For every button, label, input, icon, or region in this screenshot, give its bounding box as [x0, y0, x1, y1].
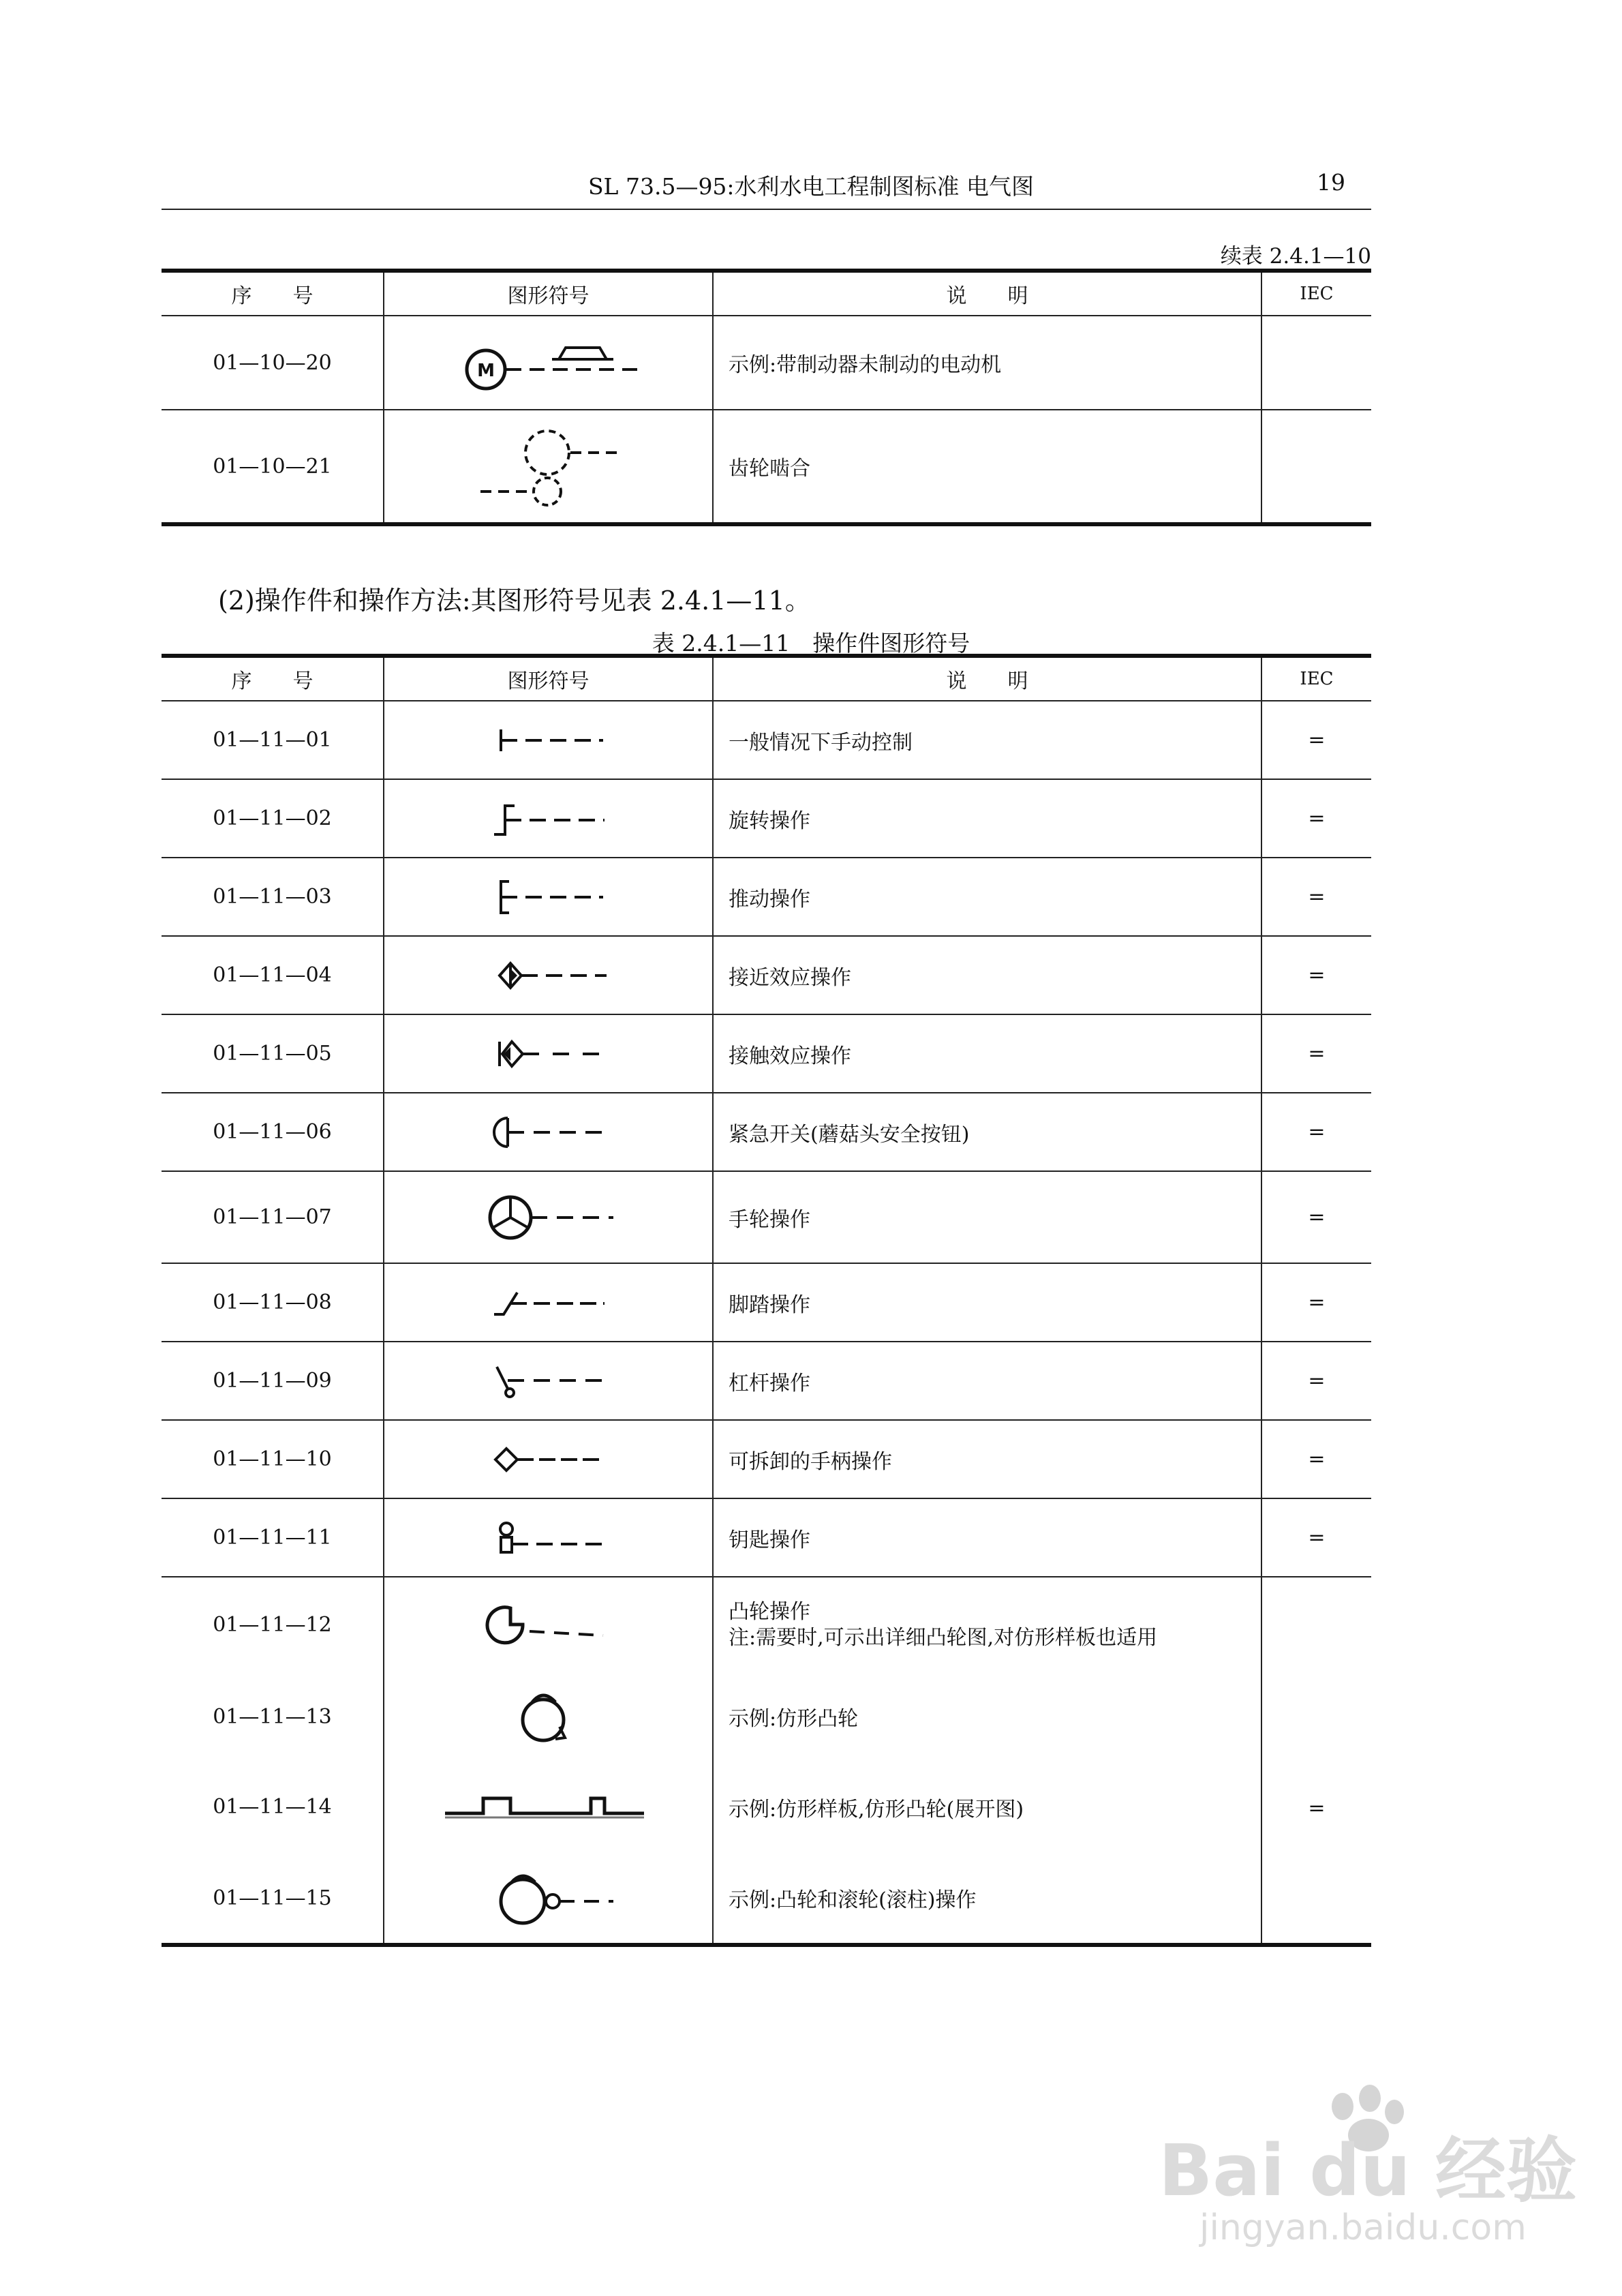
row-description: 手轮操作 [713, 1171, 1261, 1263]
row-code: 01—11—04 [162, 936, 384, 1014]
watermark-logo-text: Bai du 经验 [1159, 2129, 1577, 2212]
row-description: 杠杆操作 [713, 1342, 1261, 1420]
row-code: 01—10—20 [162, 316, 384, 410]
row-iec: = [1261, 1093, 1371, 1171]
table-row [162, 701, 1371, 779]
row-description: 接近效应操作 [713, 936, 1261, 1014]
table-continuation-label: 续表 2.4.1—10 [1220, 244, 1371, 269]
row-description: 一般情况下手动控制 [713, 701, 1261, 779]
row-code: 01—11—02 [162, 779, 384, 858]
emergency-mushroom-icon [384, 1093, 713, 1171]
row-iec: = [1261, 858, 1371, 936]
rotary-operation-icon [384, 779, 713, 858]
row-description: 紧急开关(蘑菇头安全按钮) [713, 1093, 1261, 1171]
column-header-code: 序 号 [162, 656, 384, 701]
table-row [162, 1420, 1371, 1498]
row-description: 旋转操作 [713, 779, 1261, 858]
table-row [162, 410, 1371, 524]
motor-with-brake-icon [384, 316, 713, 410]
row-code: 01—10—21 [162, 410, 384, 524]
column-header-symbol: 图形符号 [384, 271, 713, 316]
row-code: 01—11—01 [162, 701, 384, 779]
row-code: 01—11—15 [162, 1853, 384, 1945]
row-description: 示例:仿形样板,仿形凸轮(展开图) [713, 1761, 1261, 1853]
column-header-description: 说 明 [713, 271, 1261, 316]
pedal-icon [384, 1263, 713, 1342]
row-description: 示例:带制动器未制动的电动机 [713, 316, 1261, 410]
cam-note: 注:需要时,可示出详细凸轮图,对仿形样板也适用 [729, 1625, 1158, 1650]
symbol-table-continued [162, 269, 1371, 526]
table-row [162, 1853, 1371, 1945]
table-row [162, 1577, 1371, 1672]
row-code: 01—11—06 [162, 1093, 384, 1171]
gear-mesh-icon [384, 410, 713, 524]
table-row [162, 1761, 1371, 1853]
profile-template-icon [384, 1761, 713, 1853]
manual-control-icon [384, 701, 713, 779]
handwheel-icon [384, 1171, 713, 1263]
table-row [162, 1171, 1371, 1263]
table-header-row [162, 656, 1371, 701]
cam-operation-icon [384, 1577, 713, 1672]
row-description: 齿轮啮合 [713, 410, 1261, 524]
column-header-code: 序 号 [162, 271, 384, 316]
cam-description: 凸轮操作 [729, 1599, 810, 1624]
touch-effect-icon [384, 1014, 713, 1093]
operating-device-symbol-table [162, 654, 1371, 1947]
row-iec: = [1261, 1577, 1371, 1945]
row-iec: = [1261, 1498, 1371, 1577]
table-header-row [162, 271, 1371, 316]
row-iec: = [1261, 779, 1371, 858]
row-code: 01—11—13 [162, 1672, 384, 1761]
row-description: 可拆卸的手柄操作 [713, 1420, 1261, 1498]
table-row [162, 936, 1371, 1014]
table-row [162, 779, 1371, 858]
row-code: 01—11—08 [162, 1263, 384, 1342]
watermark-url: jingyan.baidu.com [1199, 2207, 1527, 2248]
row-code: 01—11—11 [162, 1498, 384, 1577]
row-description: 钥匙操作 [713, 1498, 1261, 1577]
row-iec: = [1261, 1420, 1371, 1498]
proximity-effect-icon [384, 936, 713, 1014]
baidu-jingyan-watermark [1152, 2079, 1577, 2250]
row-code: 01—11—14 [162, 1761, 384, 1853]
row-code: 01—11—12 [162, 1577, 384, 1672]
column-header-iec: IEC [1261, 656, 1371, 701]
row-iec: = [1261, 1342, 1371, 1420]
table-row [162, 1342, 1371, 1420]
row-code: 01—11—07 [162, 1171, 384, 1263]
section-paragraph: (2)操作件和操作方法:其图形符号见表 2.4.1—11。 [218, 586, 811, 616]
table-row [162, 1093, 1371, 1171]
row-description [713, 1577, 1261, 1672]
push-operation-icon [384, 858, 713, 936]
row-iec: = [1261, 936, 1371, 1014]
row-code: 01—11—03 [162, 858, 384, 936]
cam-and-roller-icon [384, 1853, 713, 1945]
row-iec: = [1261, 1171, 1371, 1263]
row-iec: = [1261, 701, 1371, 779]
key-operation-icon [384, 1498, 713, 1577]
column-header-symbol: 图形符号 [384, 656, 713, 701]
column-header-iec: IEC [1261, 271, 1371, 316]
table-row [162, 858, 1371, 936]
table-caption: 表 2.4.1—11 操作件图形符号 [652, 630, 970, 656]
svg-text:M: M [476, 361, 495, 381]
row-code: 01—11—10 [162, 1420, 384, 1498]
column-header-description: 说 明 [713, 656, 1261, 701]
page-header-title: SL 73.5—95:水利水电工程制图标准 电气图 [587, 173, 1035, 200]
row-code: 01—11—05 [162, 1014, 384, 1093]
table-row [162, 1498, 1371, 1577]
row-description: 接触效应操作 [713, 1014, 1261, 1093]
row-iec: = [1261, 1263, 1371, 1342]
row-iec [1261, 410, 1371, 524]
row-code: 01—11—09 [162, 1342, 384, 1420]
table-row [162, 1672, 1371, 1761]
profile-cam-icon [384, 1672, 713, 1761]
table-row [162, 1014, 1371, 1093]
row-description: 推动操作 [713, 858, 1261, 936]
row-description: 示例:凸轮和滚轮(滚柱)操作 [713, 1853, 1261, 1945]
row-iec [1261, 316, 1371, 410]
lever-icon [384, 1342, 713, 1420]
row-description: 示例:仿形凸轮 [713, 1672, 1261, 1761]
header-rule [162, 209, 1371, 210]
table-row [162, 1263, 1371, 1342]
row-iec: = [1261, 1014, 1371, 1093]
row-description: 脚踏操作 [713, 1263, 1261, 1342]
removable-handle-icon [384, 1420, 713, 1498]
table-row [162, 316, 1371, 410]
page-number: 19 [1317, 169, 1345, 196]
